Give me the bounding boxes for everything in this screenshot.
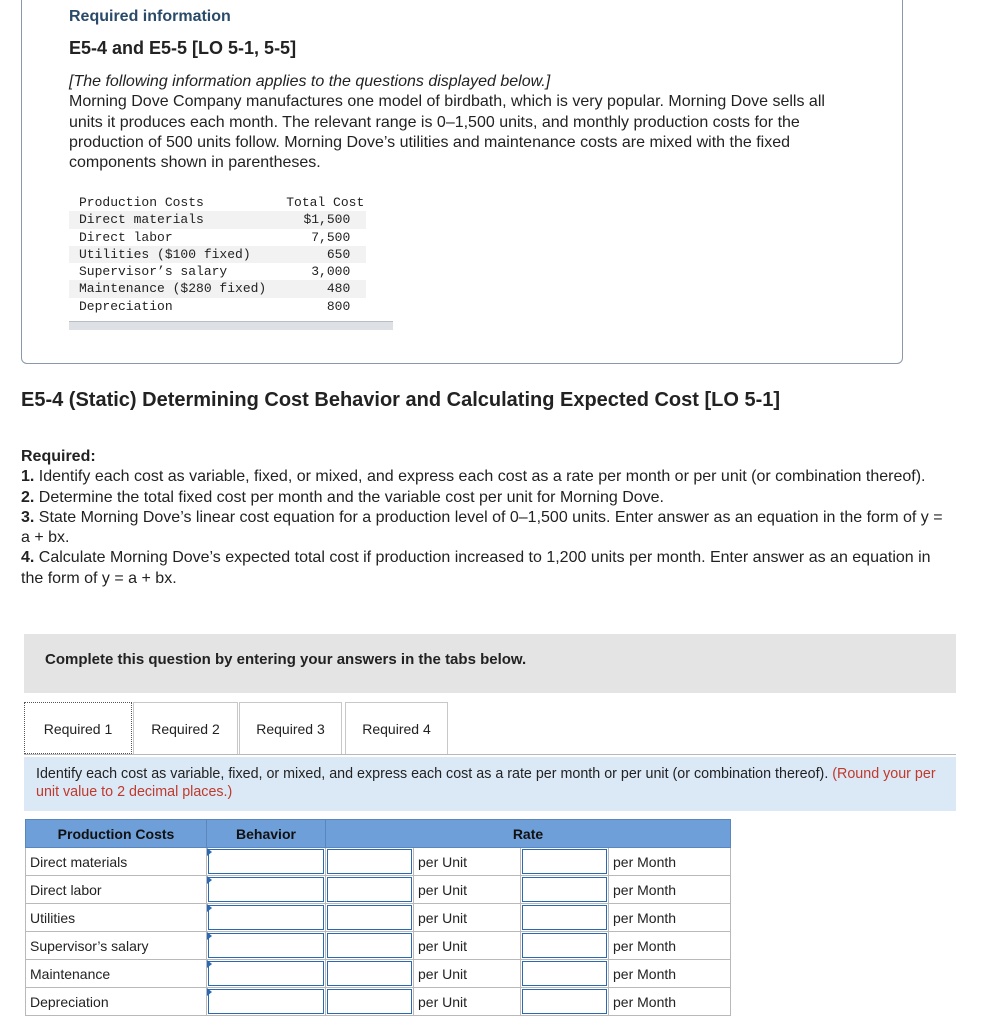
behavior-dropdown[interactable]: [207, 988, 326, 1016]
required-item: 1. Identify each cost as variable, fixed, or mixed, and express each cost as a rate per month or per unit (or combination thereof).: [21, 468, 926, 486]
dropdown-indicator-icon: [207, 988, 212, 996]
row-label: Utilities ($100 fixed): [69, 246, 276, 263]
behavior-select[interactable]: [208, 961, 324, 986]
per-unit-rate-cell[interactable]: [326, 904, 414, 932]
instruction-text: Identify each cost as variable, fixed, or mixed, and express each cost as a rate per month or per unit (or combination thereof).: [36, 766, 833, 782]
per-unit-label: per Unit: [414, 904, 521, 932]
required-section: [21, 447, 951, 589]
per-month-rate-cell[interactable]: [521, 960, 609, 988]
dropdown-indicator-icon: [207, 960, 212, 968]
row-value: 7,500: [276, 229, 366, 246]
per-month-rate-cell[interactable]: [521, 932, 609, 960]
tab-required-4[interactable]: Required 4: [345, 702, 448, 754]
tab-required-2[interactable]: Required 2: [133, 702, 238, 754]
instruction-panel: [24, 757, 956, 811]
answer-row: [26, 876, 731, 904]
answer-row: [26, 848, 731, 876]
per-unit-rate-input[interactable]: [327, 877, 412, 902]
behavior-dropdown[interactable]: [207, 932, 326, 960]
intro-paragraph: Morning Dove Company manufactures one model of birdbath, which is very popular. Morning Dove sells all units it produces each month. The relevant range is 0–1,500 units, and monthly production costs for the production of 500 units follow. Morning Dove’s utilities and maintenance costs are mixed with the fixed components shown in parentheses.: [69, 93, 825, 172]
required-item: 3. State Morning Dove’s linear cost equation for a production level of 0–1,500 units. Enter answer as an equation in the form of y = a + bx.: [21, 508, 943, 547]
per-month-label: per Month: [609, 988, 731, 1016]
per-month-rate-input[interactable]: [522, 905, 607, 930]
row-value: $1,500: [276, 211, 366, 228]
answer-row: [26, 904, 731, 932]
per-month-label: per Month: [609, 960, 731, 988]
exercise-group-title: E5-4 and E5-5 [LO 5-1, 5-5]: [69, 38, 297, 58]
per-month-rate-input[interactable]: [522, 849, 607, 874]
row-label: Direct labor: [69, 229, 276, 246]
rounding-note: (Round your per unit value to 2 decimal places.): [36, 766, 936, 800]
per-month-label: per Month: [609, 876, 731, 904]
table-row: [69, 280, 366, 297]
required-item: 2. Determine the total fixed cost per month and the variable cost per unit for Morning Dove.: [21, 488, 664, 506]
cost-label: Direct labor: [26, 876, 207, 904]
per-month-rate-cell[interactable]: [521, 988, 609, 1016]
header-production-costs: Production Costs: [69, 194, 276, 211]
row-label: Supervisor’s salary: [69, 263, 276, 280]
table-row: [69, 211, 366, 228]
per-unit-label: per Unit: [414, 848, 521, 876]
per-unit-rate-cell[interactable]: [326, 876, 414, 904]
per-unit-rate-cell[interactable]: [326, 848, 414, 876]
intro-text: [69, 72, 859, 173]
required-item: 4. Calculate Morning Dove’s expected total cost if production increased to 1,200 units per month. Enter answer as an equation in the form of y = a + bx.: [21, 549, 931, 587]
per-month-rate-cell[interactable]: [521, 848, 609, 876]
header-behavior: Behavior: [207, 820, 326, 848]
row-value: 800: [276, 298, 366, 315]
cost-label: Direct materials: [26, 848, 207, 876]
production-costs-table: [69, 194, 366, 315]
required-information-heading: Required information: [69, 8, 231, 25]
answer-row: [26, 988, 731, 1016]
behavior-select[interactable]: [208, 933, 324, 958]
per-month-label: per Month: [609, 904, 731, 932]
per-month-rate-cell[interactable]: [521, 876, 609, 904]
per-month-label: per Month: [609, 932, 731, 960]
behavior-select[interactable]: [208, 989, 324, 1014]
row-label: Maintenance ($280 fixed): [69, 280, 276, 297]
per-unit-rate-input[interactable]: [327, 961, 412, 986]
table-row: [69, 229, 366, 246]
behavior-select[interactable]: [208, 905, 324, 930]
intro-note: [The following information applies to the questions displayed below.]: [69, 73, 551, 90]
row-value: 480: [276, 280, 366, 297]
tab-bar: [24, 702, 956, 755]
per-unit-rate-cell[interactable]: [326, 988, 414, 1016]
header-rate: Rate: [326, 820, 731, 848]
complete-question-banner: Complete this question by entering your answers in the tabs below.: [24, 634, 956, 693]
behavior-select[interactable]: [208, 877, 324, 902]
answer-table: [25, 819, 731, 1016]
behavior-dropdown[interactable]: [207, 848, 326, 876]
cost-label: Depreciation: [26, 988, 207, 1016]
cost-label: Maintenance: [26, 960, 207, 988]
table-row: [69, 263, 366, 280]
behavior-dropdown[interactable]: [207, 960, 326, 988]
required-heading: Required:: [21, 448, 96, 465]
per-unit-label: per Unit: [414, 988, 521, 1016]
dropdown-indicator-icon: [207, 904, 212, 912]
header-total-cost: Total Cost: [276, 194, 366, 211]
dropdown-indicator-icon: [207, 876, 212, 884]
table-footer-bar: [69, 321, 393, 330]
per-month-rate-cell[interactable]: [521, 904, 609, 932]
header-production-costs: Production Costs: [26, 820, 207, 848]
row-value: 3,000: [276, 263, 366, 280]
per-unit-rate-input[interactable]: [327, 849, 412, 874]
behavior-dropdown[interactable]: [207, 904, 326, 932]
exercise-title: E5-4 (Static) Determining Cost Behavior and Calculating Expected Cost [LO 5-1]: [21, 389, 781, 411]
per-month-rate-input[interactable]: [522, 877, 607, 902]
row-label: Depreciation: [69, 298, 276, 315]
table-row: [69, 246, 366, 263]
cost-label: Utilities: [26, 904, 207, 932]
behavior-dropdown[interactable]: [207, 876, 326, 904]
tab-required-1[interactable]: Required 1: [24, 702, 132, 754]
per-month-rate-input[interactable]: [522, 961, 607, 986]
tab-required-3[interactable]: Required 3: [239, 702, 342, 754]
answer-row: [26, 932, 731, 960]
per-unit-rate-cell[interactable]: [326, 960, 414, 988]
per-unit-rate-cell[interactable]: [326, 932, 414, 960]
dropdown-indicator-icon: [207, 848, 212, 856]
answer-row: [26, 960, 731, 988]
row-label: Direct materials: [69, 211, 276, 228]
table-row: [69, 298, 366, 315]
production-table-header: [69, 194, 366, 211]
per-unit-rate-input[interactable]: [327, 933, 412, 958]
per-unit-rate-input[interactable]: [327, 989, 412, 1014]
per-unit-label: per Unit: [414, 932, 521, 960]
per-month-rate-input[interactable]: [522, 989, 607, 1014]
per-month-rate-input[interactable]: [522, 933, 607, 958]
cost-label: Supervisor’s salary: [26, 932, 207, 960]
per-unit-rate-input[interactable]: [327, 905, 412, 930]
per-unit-label: per Unit: [414, 960, 521, 988]
row-value: 650: [276, 246, 366, 263]
per-unit-label: per Unit: [414, 876, 521, 904]
behavior-select[interactable]: [208, 849, 324, 874]
dropdown-indicator-icon: [207, 932, 212, 940]
per-month-label: per Month: [609, 848, 731, 876]
answer-table-header: [26, 820, 731, 848]
